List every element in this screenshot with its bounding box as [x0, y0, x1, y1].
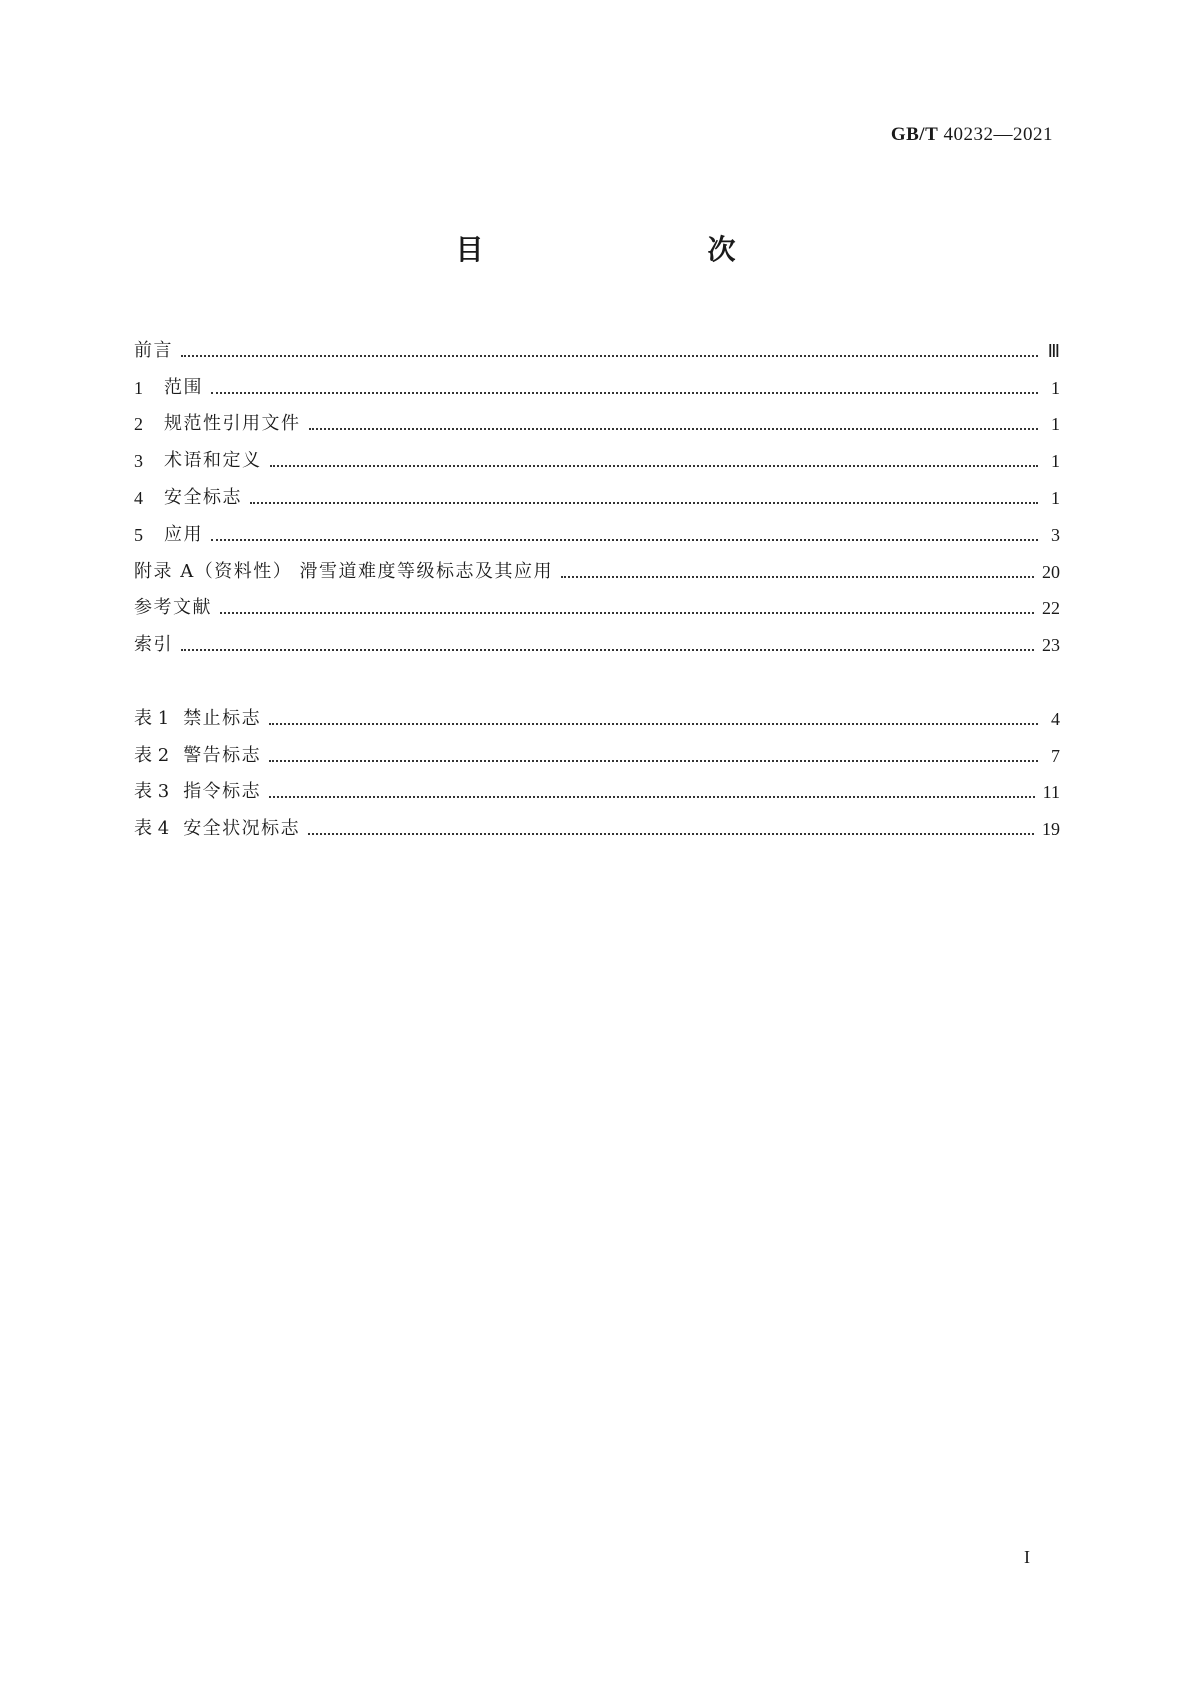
toc-entry-number: 3	[134, 451, 143, 472]
toc-entry-table-4[interactable]	[134, 803, 1060, 840]
toc-entry-page: 23	[1042, 635, 1060, 656]
toc-entry-page: 22	[1042, 598, 1060, 619]
toc-entry-label: 前言	[134, 339, 173, 361]
toc-entry-label: 术语和定义	[164, 450, 262, 472]
toc-entry-label: 安全标志	[164, 486, 242, 508]
toc-entry-annex-a[interactable]	[134, 546, 1060, 583]
toc-leader-dots	[220, 612, 1034, 614]
toc-entry-page: 19	[1042, 819, 1060, 840]
toc-entry-terms-definitions[interactable]	[134, 435, 1060, 472]
toc-entry-label: 警告标志	[183, 744, 262, 766]
toc-entry-page: 11	[1042, 782, 1060, 803]
toc-entry-label: 应用	[164, 523, 203, 545]
toc-entry-foreword[interactable]	[134, 325, 1060, 362]
toc-entry-table-1[interactable]	[134, 693, 1060, 730]
page-number: I	[1024, 1547, 1030, 1567]
toc-leader-dots	[250, 502, 1038, 504]
toc-entry-page: 1	[1051, 487, 1060, 508]
toc-leader-dots	[269, 760, 1038, 762]
toc-leader-dots	[211, 539, 1038, 541]
toc-entry-label: 指令标志	[183, 781, 262, 803]
toc-leader-dots	[181, 649, 1034, 651]
toc-entry-number: 1	[134, 377, 143, 398]
toc-entry-safety-signs[interactable]	[134, 472, 1060, 509]
toc-entry-page: 20	[1042, 561, 1060, 582]
toc-table-number: 表 3	[134, 781, 170, 803]
toc-entry-label: 禁止标志	[183, 707, 262, 729]
toc-table-number: 表 2	[134, 744, 170, 766]
toc-entry-label: 范围	[164, 376, 203, 398]
toc-entry-label: 附录 A（资料性） 滑雪道难度等级标志及其应用	[134, 560, 553, 582]
toc-entry-bibliography[interactable]	[134, 583, 1060, 620]
toc-entry-number: 2	[134, 414, 143, 435]
toc-entry-label: 参考文献	[134, 597, 212, 619]
toc-entry-number: 5	[134, 524, 143, 545]
toc-entry-index[interactable]	[134, 619, 1060, 656]
toc-leader-dots	[270, 465, 1039, 467]
toc-entry-scope[interactable]	[134, 362, 1060, 399]
toc-entry-page: 1	[1051, 414, 1060, 435]
toc-entry-label: 索引	[134, 634, 173, 656]
toc-entry-page: 3	[1051, 524, 1060, 545]
toc-entry-number: 4	[134, 487, 143, 508]
toc-leader-dots	[308, 833, 1034, 835]
toc-leader-dots	[211, 392, 1038, 394]
toc-leader-dots	[181, 355, 1038, 357]
document-code	[891, 124, 1053, 146]
toc-entry-label: 安全状况标志	[183, 818, 301, 840]
standard-prefix: GB/T	[890, 124, 939, 145]
page-title: 目 次	[455, 233, 792, 266]
toc-entry-page: Ⅲ	[1047, 340, 1060, 361]
toc-entry-page: 4	[1051, 708, 1060, 729]
standard-number: 40232—2021	[943, 124, 1053, 145]
toc-table-number: 表 1	[134, 707, 170, 729]
toc-entry-page: 7	[1051, 745, 1060, 766]
toc-entry-table-2[interactable]	[134, 730, 1060, 767]
toc-entry-normative-references[interactable]	[134, 399, 1060, 436]
toc-leader-dots	[561, 576, 1034, 578]
toc-entry-table-3[interactable]	[134, 767, 1060, 804]
toc-leader-dots	[269, 796, 1034, 798]
toc-entry-application[interactable]	[134, 509, 1060, 546]
toc-entry-label: 规范性引用文件	[164, 413, 301, 435]
toc-leader-dots	[309, 428, 1039, 430]
toc-entry-page: 1	[1051, 451, 1060, 472]
toc-leader-dots	[269, 723, 1038, 725]
toc-table-number: 表 4	[134, 818, 170, 840]
list-of-tables	[134, 693, 1060, 840]
table-of-contents	[134, 325, 1060, 656]
toc-entry-page: 1	[1051, 377, 1060, 398]
